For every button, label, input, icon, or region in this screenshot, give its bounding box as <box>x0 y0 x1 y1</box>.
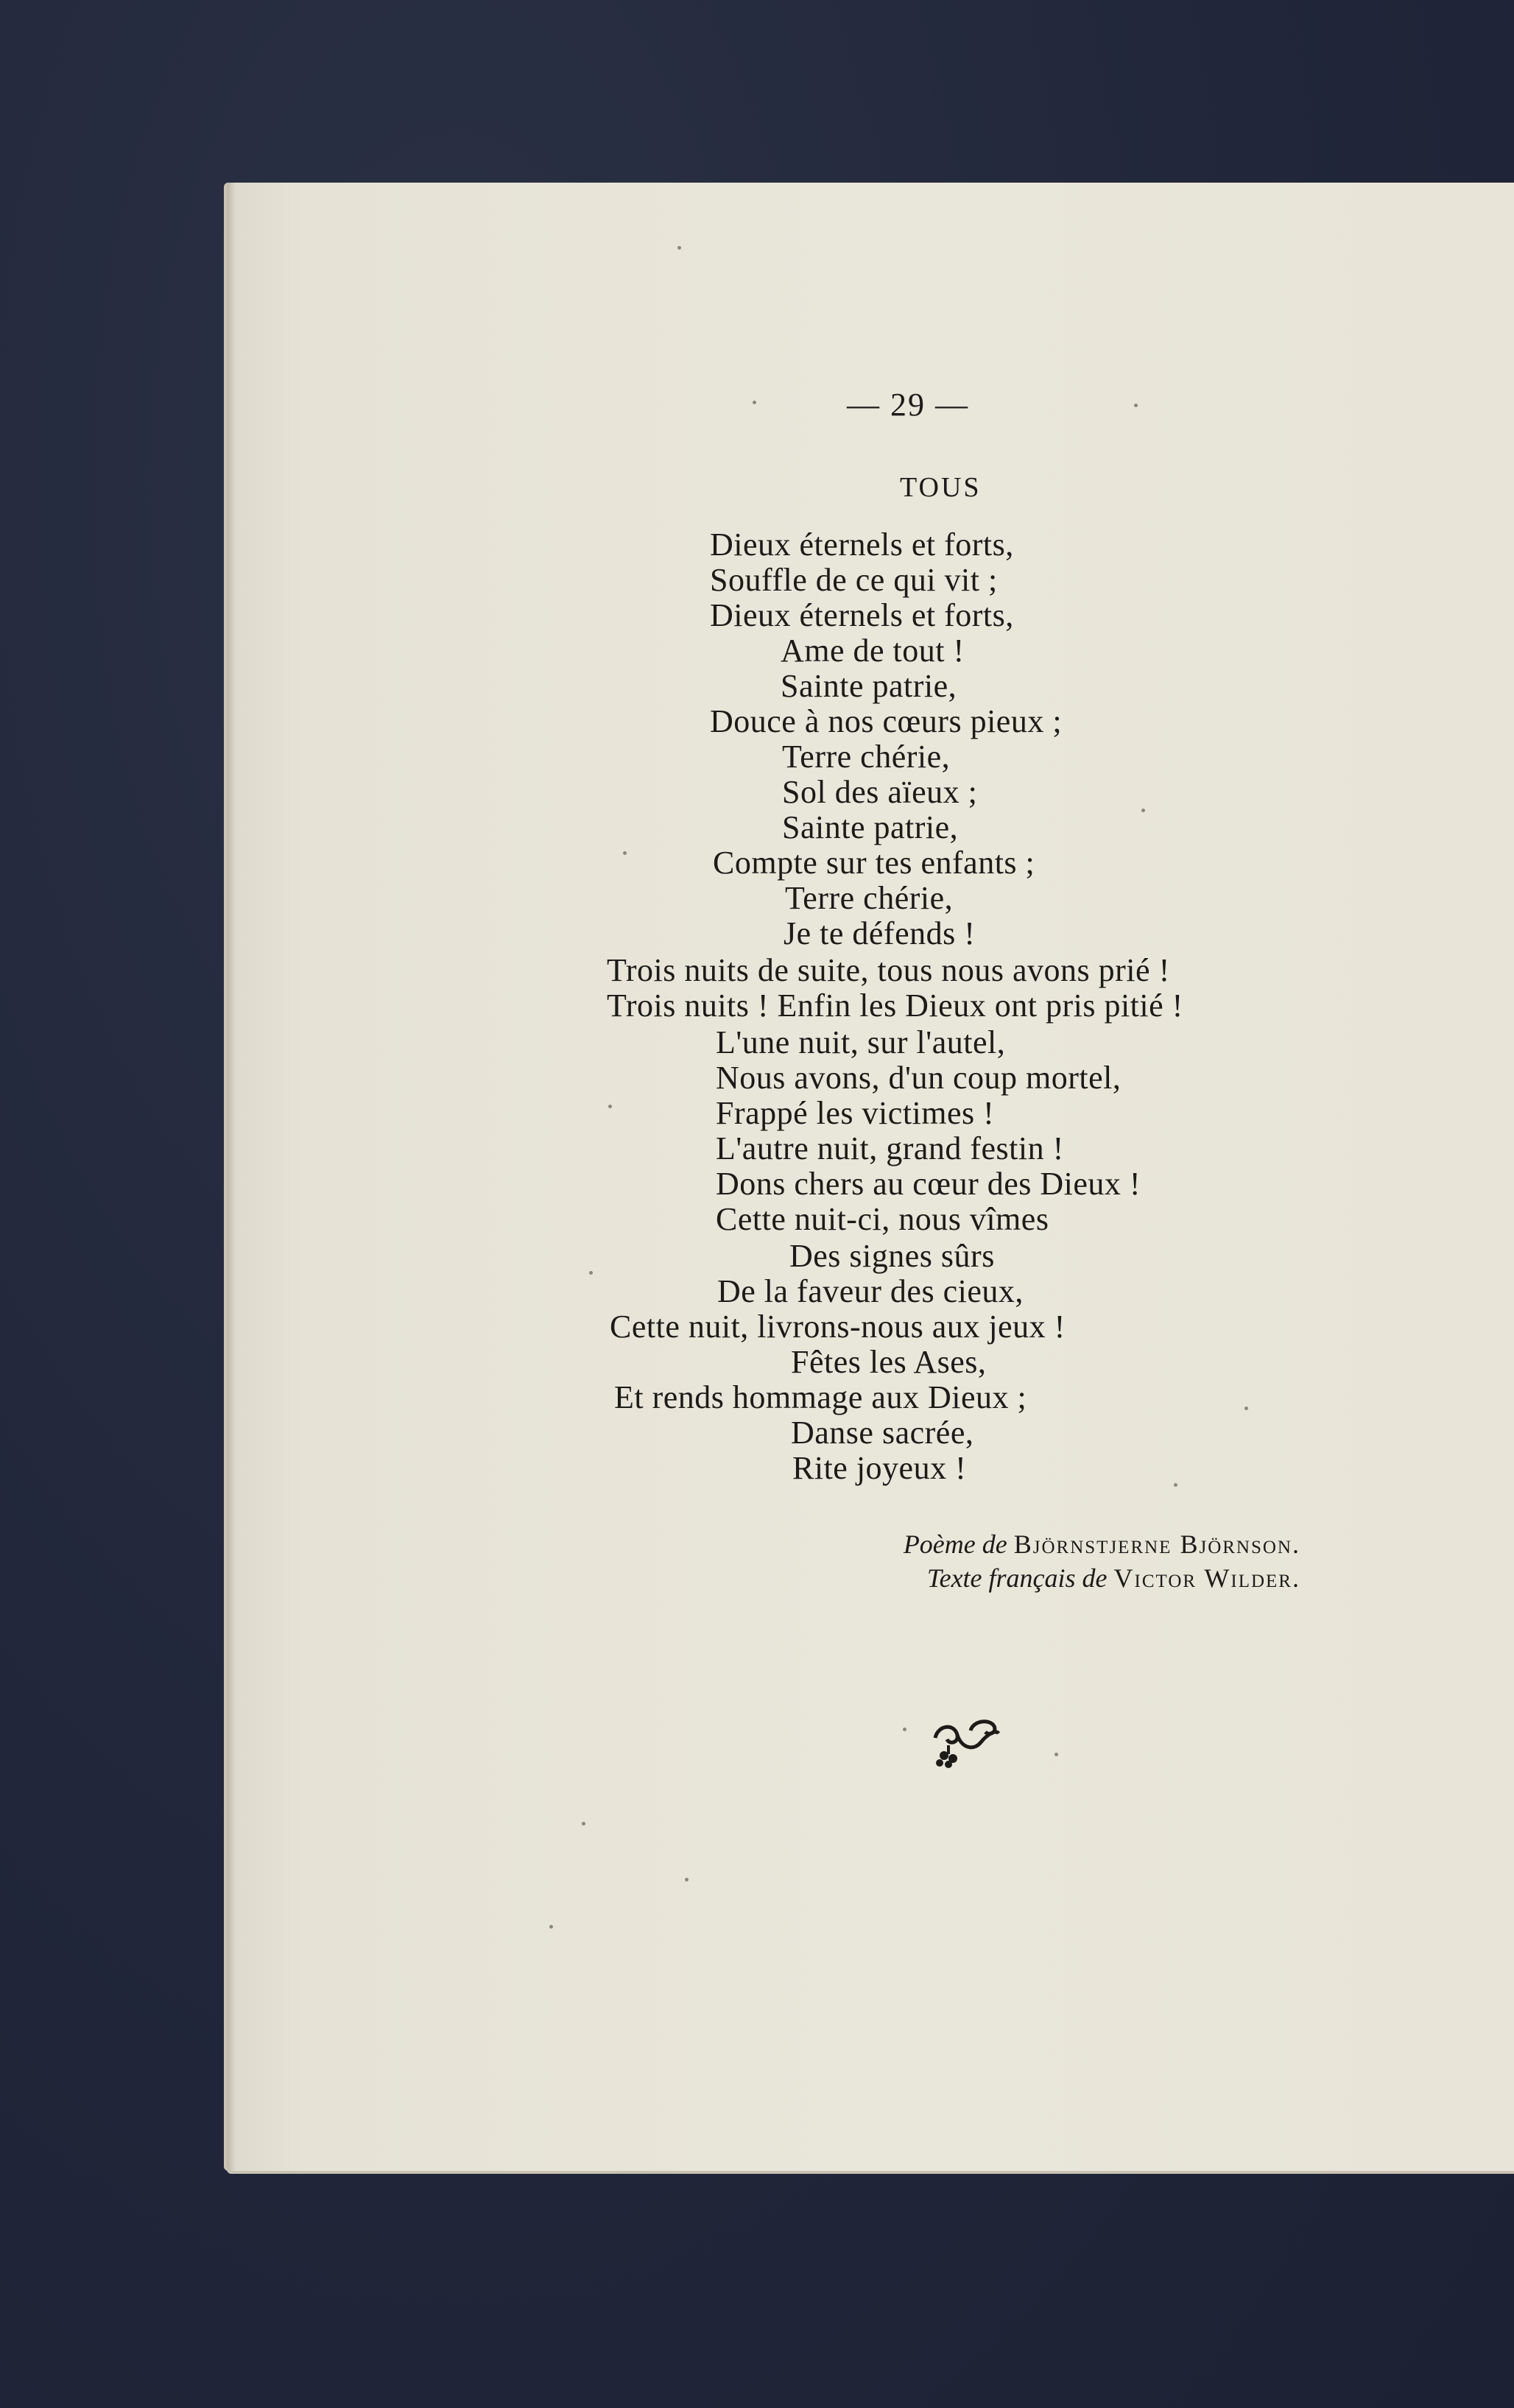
poem-author: Björnstjerne Björnson. <box>1013 1529 1300 1559</box>
poem-line: Rite joyeux ! <box>792 1450 967 1486</box>
translation-credit <box>904 1561 1300 1595</box>
translator-name: Victor Wilder. <box>1113 1563 1300 1593</box>
poem-line: Fêtes les Ases, <box>791 1344 987 1380</box>
paper-speck <box>753 401 756 404</box>
paper-speck <box>677 246 681 250</box>
poem-line: Cette nuit-ci, nous vîmes <box>716 1201 1049 1237</box>
poem-line: Danse sacrée, <box>791 1415 974 1451</box>
poem-line: Souffle de ce qui vit ; <box>710 562 998 598</box>
translation-credit-label: Texte français de <box>926 1563 1108 1593</box>
credits <box>904 1527 1300 1595</box>
paper-speck <box>903 1728 906 1731</box>
paper-speck <box>1141 809 1145 812</box>
poem-credit <box>904 1527 1300 1561</box>
poem-line: Terre chérie, <box>782 739 951 775</box>
poem-line: Ame de tout ! <box>781 633 965 669</box>
paper-speck <box>685 1878 689 1881</box>
poem-line: Dons chers au cœur des Dieux ! <box>716 1166 1141 1202</box>
paper-speck <box>1174 1483 1177 1487</box>
poem-line: Je te défends ! <box>784 915 976 951</box>
section-heading: TOUS <box>900 472 982 503</box>
poem-line: Douce à nos cœurs pieux ; <box>710 703 1063 739</box>
poem-line: Trois nuits de suite, tous nous avons prié ! <box>607 952 1170 988</box>
poem-line: Sainte patrie, <box>781 668 957 704</box>
poem-line: Trois nuits ! Enfin les Dieux ont pris pitié ! <box>607 988 1183 1024</box>
poem-text <box>0 527 1514 1507</box>
paper-speck <box>582 1822 585 1826</box>
poem-line: Dieux éternels et forts, <box>710 527 1014 563</box>
poem-credit-label: Poème de <box>903 1529 1007 1559</box>
paper-speck <box>1054 1753 1058 1756</box>
paper-speck <box>549 1925 553 1929</box>
poem-line: L'une nuit, sur l'autel, <box>716 1024 1006 1060</box>
poem-line: Compte sur tes enfants ; <box>713 845 1035 881</box>
poem-line: Sainte patrie, <box>782 809 959 845</box>
poem-line: Sol des aïeux ; <box>782 774 978 810</box>
page-number: — 29 — <box>847 387 969 423</box>
paper-speck <box>589 1271 593 1275</box>
poem-line: De la faveur des cieux, <box>717 1273 1024 1309</box>
poem-line: Cette nuit, livrons-nous aux jeux ! <box>610 1309 1066 1345</box>
poem-line: Des signes sûrs <box>789 1238 995 1274</box>
poem-line: L'autre nuit, grand festin ! <box>716 1130 1064 1166</box>
paper-speck <box>1244 1407 1248 1410</box>
floral-tailpiece-icon <box>928 1716 1001 1769</box>
poem-line: Nous avons, d'un coup mortel, <box>716 1060 1122 1096</box>
poem-line: Frappé les victimes ! <box>716 1095 995 1131</box>
paper-speck <box>1134 404 1138 407</box>
poem-line: Dieux éternels et forts, <box>710 597 1014 633</box>
paper-speck <box>608 1105 612 1108</box>
paper-speck <box>623 851 627 855</box>
poem-line: Et rends hommage aux Dieux ; <box>614 1379 1027 1415</box>
poem-line: Terre chérie, <box>785 880 954 916</box>
